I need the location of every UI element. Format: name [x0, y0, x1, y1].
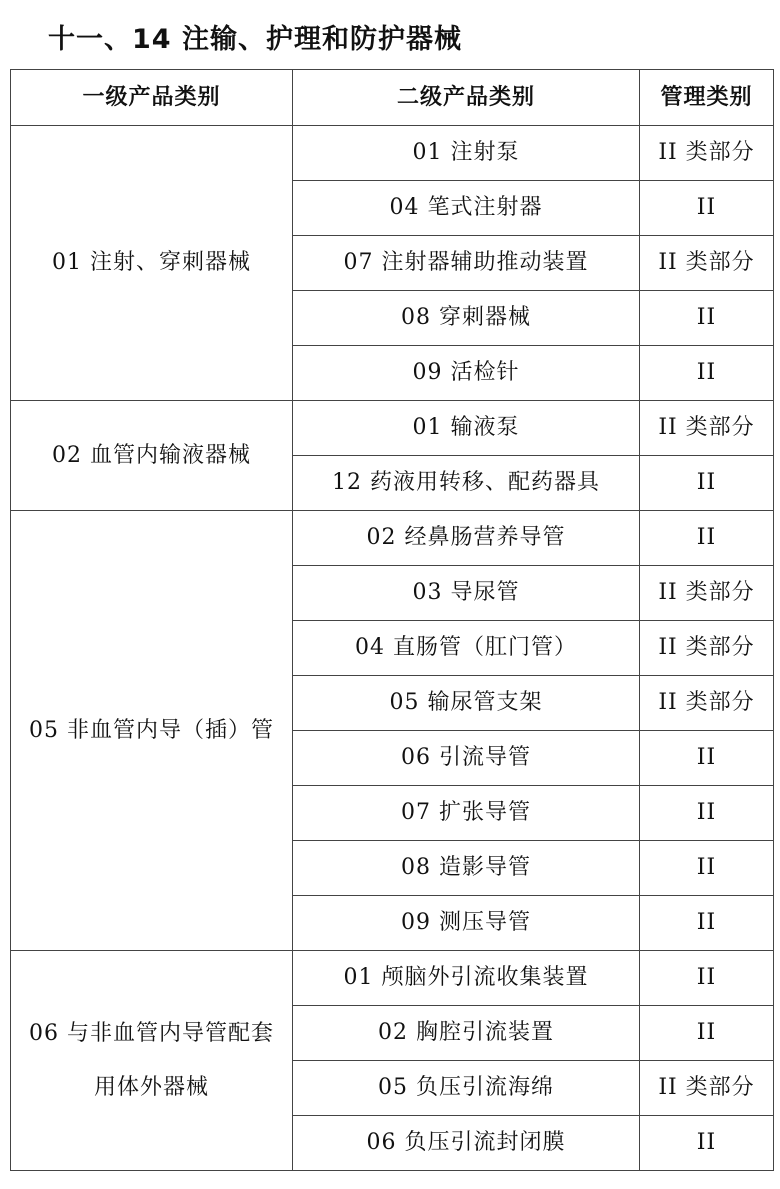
- management-class-cell: II: [640, 731, 774, 786]
- management-class-cell: II: [640, 951, 774, 1006]
- table-row: [11, 401, 774, 456]
- management-class-cell: II 类部分: [640, 126, 774, 181]
- management-class-cell: II: [640, 786, 774, 841]
- management-class-cell: II: [640, 291, 774, 346]
- header-level2-category: 二级产品类别: [293, 70, 640, 126]
- level1-category-cell: [11, 951, 293, 1171]
- level1-category-label: 02 血管内输液器械: [52, 442, 251, 468]
- table-row: [11, 511, 774, 566]
- level2-category-cell: 05 输尿管支架: [293, 676, 640, 731]
- management-class-cell: II: [640, 346, 774, 401]
- level1-category-label: 06 与非血管内导管配套: [29, 1020, 274, 1046]
- level2-category-cell: 02 经鼻肠营养导管: [293, 511, 640, 566]
- management-class-cell: II: [640, 456, 774, 511]
- management-class-cell: II 类部分: [640, 1061, 774, 1116]
- level1-category-label: 05 非血管内导（插）管: [29, 717, 274, 743]
- level2-category-cell: 09 测压导管: [293, 896, 640, 951]
- management-class-cell: II 类部分: [640, 566, 774, 621]
- management-class-cell: II 类部分: [640, 236, 774, 291]
- level2-category-cell: 07 扩张导管: [293, 786, 640, 841]
- level2-category-cell: 05 负压引流海绵: [293, 1061, 640, 1116]
- management-class-cell: II: [640, 896, 774, 951]
- level2-category-cell: 04 笔式注射器: [293, 181, 640, 236]
- level2-category-cell: 12 药液用转移、配药器具: [293, 456, 640, 511]
- catalog-table: [10, 69, 774, 1171]
- management-class-cell: II: [640, 181, 774, 236]
- level2-category-cell: 08 穿刺器械: [293, 291, 640, 346]
- level2-category-cell: 08 造影导管: [293, 841, 640, 896]
- level1-category-cell: [11, 511, 293, 951]
- level2-category-cell: 01 输液泵: [293, 401, 640, 456]
- management-class-cell: II: [640, 1116, 774, 1171]
- level1-category-cell: [11, 401, 293, 511]
- header-management-class: 管理类别: [640, 70, 774, 126]
- level2-category-cell: 03 导尿管: [293, 566, 640, 621]
- level2-category-cell: 06 引流导管: [293, 731, 640, 786]
- page-title: 十一、14 注输、护理和防护器械: [48, 24, 462, 55]
- table-row: [11, 126, 774, 181]
- level2-category-cell: 04 直肠管（肛门管）: [293, 621, 640, 676]
- table-row: [11, 951, 774, 1006]
- level2-category-cell: 01 颅脑外引流收集装置: [293, 951, 640, 1006]
- management-class-cell: II: [640, 841, 774, 896]
- level1-category-cell: [11, 126, 293, 401]
- level2-category-cell: 07 注射器辅助推动装置: [293, 236, 640, 291]
- level2-category-cell: 09 活检针: [293, 346, 640, 401]
- management-class-cell: II: [640, 511, 774, 566]
- catalog-table-body: [11, 126, 774, 1171]
- level2-category-cell: 02 胸腔引流装置: [293, 1006, 640, 1061]
- management-class-cell: II 类部分: [640, 621, 774, 676]
- management-class-cell: II 类部分: [640, 676, 774, 731]
- level1-category-label: 用体外器械: [93, 1074, 209, 1100]
- level2-category-cell: 06 负压引流封闭膜: [293, 1116, 640, 1171]
- table-header-row: [11, 70, 774, 126]
- management-class-cell: II: [640, 1006, 774, 1061]
- header-level1-category: 一级产品类别: [11, 70, 293, 126]
- level2-category-cell: 01 注射泵: [293, 126, 640, 181]
- management-class-cell: II 类部分: [640, 401, 774, 456]
- level1-category-label: 01 注射、穿刺器械: [52, 250, 251, 275]
